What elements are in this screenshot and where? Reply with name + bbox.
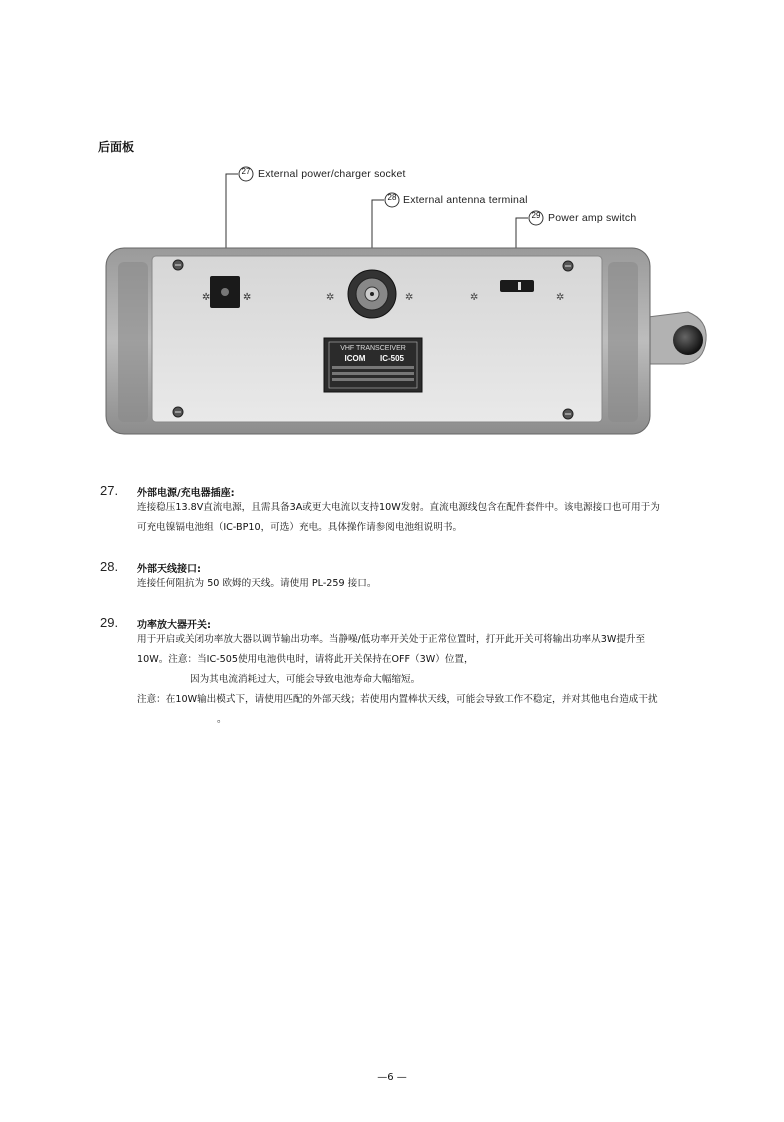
item-29-line-1: 用于开启或关闭功率放大器以调节输出功率。当静噪/低功率开关处于正常位置时，打开此开关可将输出功率从3W提升至: [137, 634, 646, 645]
callout-28-label: External antenna terminal: [403, 194, 528, 206]
item-29-title: 功率放大器开关:: [137, 620, 211, 631]
svg-text:✲: ✲: [202, 292, 211, 303]
knob-icon: [673, 325, 703, 355]
svg-text:✲: ✲: [470, 292, 479, 303]
callout-29-label: Power amp switch: [548, 212, 637, 224]
item-29-note-end: 。: [217, 714, 227, 725]
page-heading: 后面板: [98, 140, 135, 154]
svg-text:✲: ✲: [556, 292, 565, 303]
item-28-title: 外部天线接口:: [137, 564, 201, 575]
page-number: —6 —: [377, 1072, 407, 1083]
item-27-line-2: 可充电镍镉电池组（IC-BP10，可选）充电。具体操作请参阅电池组说明书。: [137, 522, 463, 533]
callout-27-number: 27: [241, 167, 251, 176]
plate-model: IC-505: [379, 354, 405, 363]
item-28-line-1: 连接任何阻抗为 50 欧姆的天线。请使用 PL-259 接口。: [137, 578, 377, 589]
item-28-number: 28.: [100, 559, 119, 574]
svg-text:✲: ✲: [405, 292, 414, 303]
name-plate: [324, 338, 422, 392]
item-29-note: 注意：在10W输出模式下，请使用匹配的外部天线；若使用内置棒状天线，可能会导致工作不稳定，并对其他电台造成干扰: [137, 694, 658, 705]
item-27-number: 27.: [100, 483, 119, 498]
item-29-number: 29.: [100, 615, 119, 630]
item-29-line-3: 因为其电流消耗过大，可能会导致电池寿命大幅缩短。: [190, 674, 421, 685]
svg-text:✲: ✲: [326, 292, 335, 303]
item-27-title: 外部电源/充电器插座:: [137, 488, 235, 499]
svg-text:✲: ✲: [243, 292, 252, 303]
plate-line1: VHF TRANSCEIVER: [340, 345, 406, 352]
item-29-line-2: 10W。注意：当IC-505使用电池供电时，请将此开关保持在OFF（3W）位置，: [137, 654, 474, 665]
callout-29-number: 29: [531, 211, 541, 220]
item-27-line-1: 连接稳压13.8V直流电源，且需具备3A或更大电流以支持10W发射。直流电源线包含在配件套件中。该电源接口也可用于为: [137, 502, 660, 513]
callout-28-number: 28: [387, 193, 397, 202]
callout-27-label: External power/charger socket: [258, 168, 406, 180]
plate-brand: ICOM: [344, 354, 366, 363]
